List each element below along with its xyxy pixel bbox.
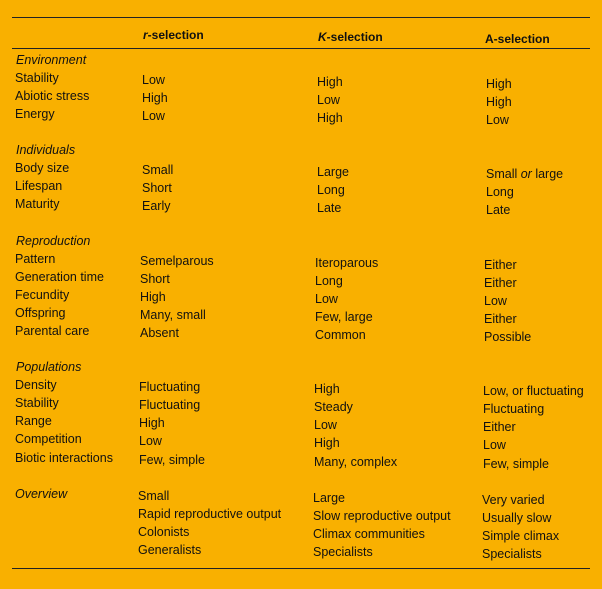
cell-a: Long: [486, 185, 514, 199]
section-title-individuals: Individuals: [16, 143, 76, 157]
row-label: Abiotic stress: [15, 89, 90, 103]
header-rule: [12, 48, 590, 49]
section-title-populations: Populations: [16, 360, 82, 374]
cell-r: High: [139, 416, 165, 430]
cell-a: High: [486, 95, 512, 109]
row-label: Offspring: [15, 306, 66, 320]
cell-a-part: Small: [486, 167, 521, 181]
cell-k: Steady: [314, 400, 353, 414]
cell-r: Few, simple: [139, 453, 205, 467]
cell-r: Small: [142, 163, 174, 177]
cell-r: Short: [142, 181, 172, 195]
cell-k: High: [314, 436, 340, 450]
cell-a-part: large: [531, 167, 564, 181]
cell-k: High: [317, 75, 343, 89]
cell-k: Large: [313, 491, 345, 505]
row-label: Density: [15, 378, 57, 392]
cell-a: High: [486, 77, 512, 91]
cell-r: Colonists: [138, 525, 190, 539]
cell-r: High: [142, 91, 168, 105]
cell-k: Low: [314, 418, 337, 432]
cell-r: Fluctuating: [139, 380, 201, 394]
cell-r: High: [140, 290, 166, 304]
row-label: Competition: [15, 432, 82, 446]
cell-r: Small: [138, 489, 170, 503]
cell-k: Low: [315, 292, 338, 306]
header-k-letter: K: [318, 30, 327, 44]
cell-k: Climax communities: [313, 527, 425, 541]
cell-k: Long: [317, 183, 345, 197]
cell-k: High: [317, 111, 343, 125]
cell-k: Common: [315, 328, 366, 342]
row-label: Stability: [15, 71, 59, 85]
cell-r: Low: [142, 109, 165, 123]
cell-a: Either: [484, 312, 517, 326]
cell-a: Low: [483, 438, 506, 452]
cell-a: Few, simple: [483, 457, 549, 471]
cell-r: Fluctuating: [139, 398, 201, 412]
cell-r: Short: [140, 272, 170, 286]
cell-a: Very varied: [482, 493, 545, 507]
row-label: Body size: [15, 161, 70, 175]
cell-a: Specialists: [482, 547, 542, 561]
row-label: Fecundity: [15, 288, 70, 302]
cell-r: Low: [139, 434, 162, 448]
cell-k: Late: [317, 201, 342, 215]
row-label: Lifespan: [15, 179, 63, 193]
cell-r: Rapid reproductive output: [138, 507, 282, 521]
cell-r: Absent: [140, 326, 179, 340]
row-label: Stability: [15, 396, 59, 410]
cell-k: Iteroparous: [315, 256, 379, 270]
cell-a: Either: [483, 420, 516, 434]
cell-k: Large: [317, 165, 349, 179]
cell-r: Early: [142, 199, 171, 213]
cell-r: Low: [142, 73, 165, 87]
cell-a: Simple climax: [482, 529, 560, 543]
table-bottom-rule: [12, 568, 590, 569]
cell-k: Many, complex: [314, 455, 398, 469]
cell-a: Low: [486, 113, 509, 127]
cell-r: Generalists: [138, 543, 202, 557]
section-title-reproduction: Reproduction: [16, 234, 91, 248]
cell-a: Either: [484, 276, 517, 290]
cell-a: Usually slow: [482, 511, 552, 525]
cell-r: Many, small: [140, 308, 206, 322]
row-label: Energy: [15, 107, 55, 121]
header-r-suffix: -selection: [147, 28, 204, 42]
header-k-suffix: -selection: [326, 30, 383, 44]
cell-a: [486, 167, 563, 181]
section-title-overview: Overview: [15, 487, 68, 501]
cell-a: Possible: [484, 330, 532, 344]
cell-a: Fluctuating: [483, 402, 545, 416]
cell-k: Specialists: [313, 545, 373, 559]
table-top-rule: [12, 17, 590, 18]
row-label: Biotic interactions: [15, 451, 113, 465]
row-label: Maturity: [15, 197, 60, 211]
row-label: Pattern: [15, 252, 56, 266]
cell-a: Low: [484, 294, 507, 308]
row-label: Parental care: [15, 324, 90, 338]
section-title-environment: Environment: [16, 53, 87, 67]
cell-a: Low, or fluctuating: [483, 384, 584, 398]
row-label: Range: [15, 414, 52, 428]
cell-a: Late: [486, 203, 511, 217]
row-label: Generation time: [15, 270, 104, 284]
header-k-selection: [318, 30, 383, 44]
header-a-selection: A-selection: [485, 32, 550, 46]
cell-r: Semelparous: [140, 254, 214, 268]
cell-a: Either: [484, 258, 517, 272]
cell-a-italic: or: [520, 167, 532, 181]
cell-k: Low: [317, 93, 340, 107]
header-r-selection: [143, 28, 204, 42]
cell-k: Long: [315, 274, 343, 288]
cell-k: Few, large: [315, 310, 373, 324]
cell-k: High: [314, 382, 340, 396]
header-r-letter: r: [143, 28, 148, 42]
cell-k: Slow reproductive output: [313, 509, 451, 523]
